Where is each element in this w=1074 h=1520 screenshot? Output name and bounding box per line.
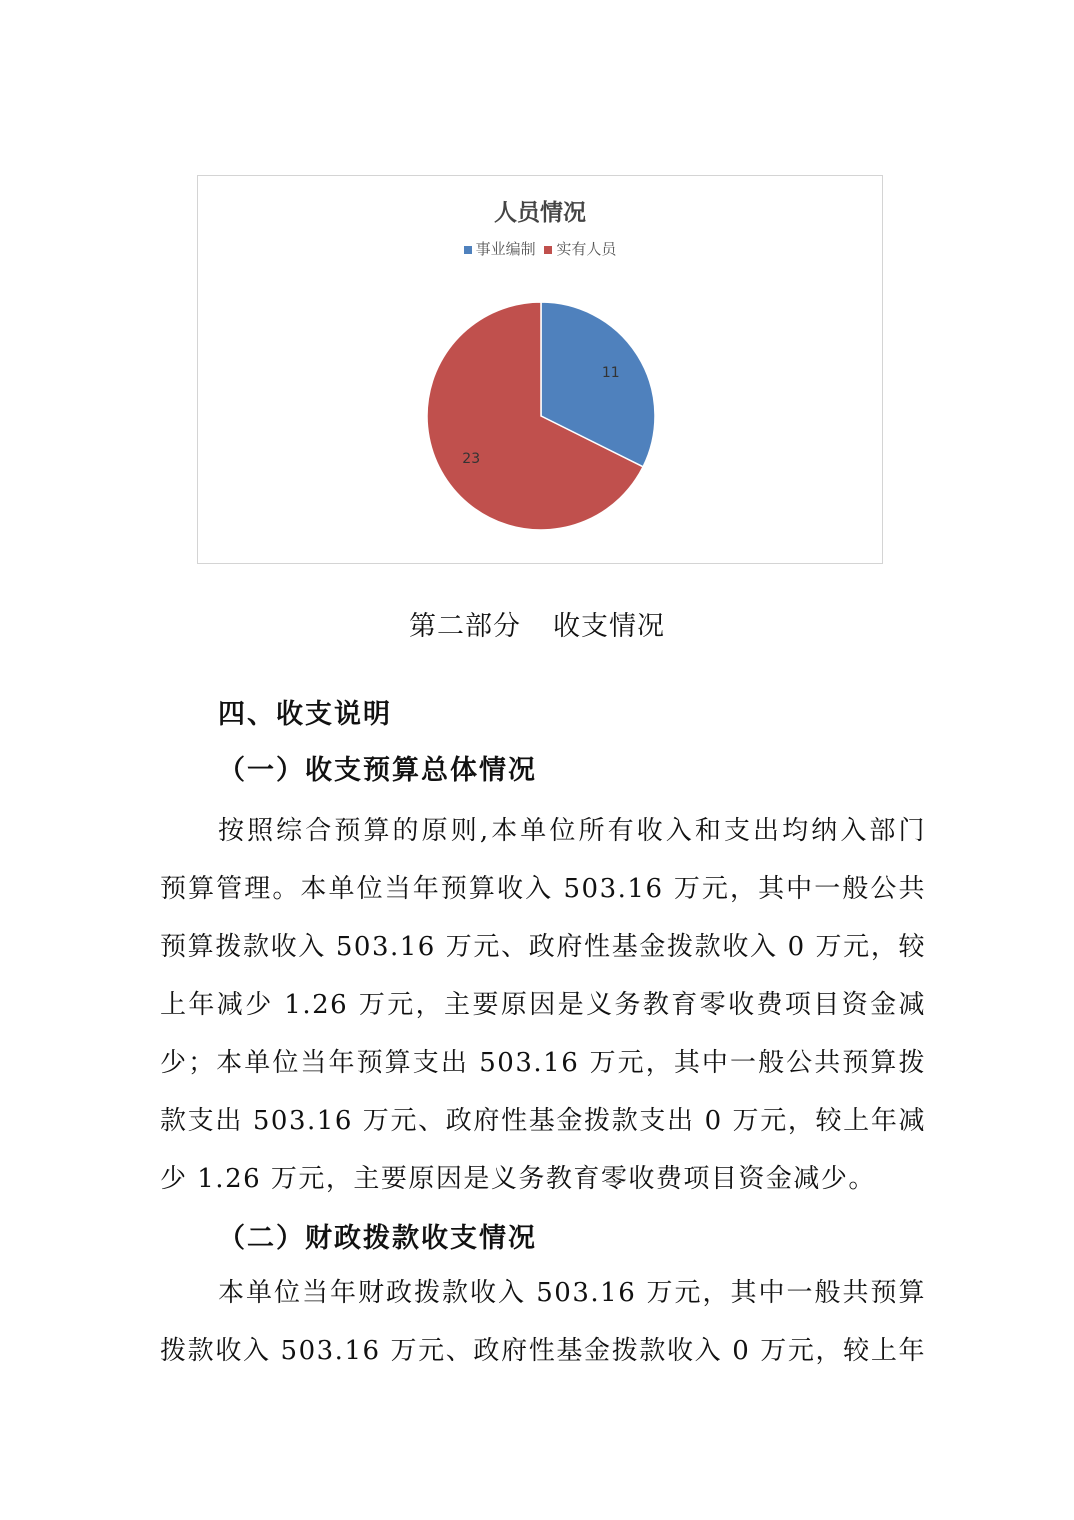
paragraph-line: 拨款收入 503.16 万元、政府性基金拨款收入 0 万元，较上年 — [160, 1336, 926, 1366]
section-4-heading: 四、收支说明 — [218, 699, 392, 730]
legend-label-0: 事业编制 — [475, 240, 536, 258]
paragraph-line: 预算拨款收入 503.16 万元、政府性基金拨款收入 0 万元，较 — [160, 932, 926, 962]
pie-label-1: 23 — [462, 451, 481, 468]
subsection-2-paragraph — [160, 1264, 926, 1380]
pie-plot-area — [198, 176, 882, 563]
subsection-1-paragraph — [160, 802, 926, 1208]
pie-chart — [197, 175, 883, 564]
chart-title: 人员情况 — [494, 200, 586, 226]
paragraph-line: 少；本单位当年预算支出 503.16 万元，其中一般公共预算拨 — [160, 1048, 926, 1078]
paragraph-line: 款支出 503.16 万元、政府性基金拨款支出 0 万元，较上年减 — [160, 1106, 926, 1136]
paragraph-line: 本单位当年财政拨款收入 503.16 万元，其中一般共预算 — [218, 1278, 926, 1308]
legend-label-1: 实有人员 — [556, 240, 617, 258]
part-title: 收支情况 — [553, 611, 665, 642]
subsection-1-heading: （一）收支预算总体情况 — [218, 755, 537, 786]
part-heading — [0, 604, 1074, 643]
paragraph-line: 预算管理。本单位当年预算收入 503.16 万元，其中一般公共 — [160, 874, 926, 904]
paragraph-line: 按照综合预算的原则,本单位所有收入和支出均纳入部门 — [218, 816, 926, 846]
paragraph-line: 少 1.26 万元，主要原因是义务教育零收费项目资金减少。 — [160, 1164, 876, 1194]
paragraph-line: 上年减少 1.26 万元，主要原因是义务教育零收费项目资金减 — [160, 990, 926, 1020]
subsection-2-heading: （二）财政拨款收支情况 — [218, 1223, 537, 1254]
part-number: 第二部分 — [409, 611, 521, 642]
pie-label-0: 11 — [601, 364, 620, 381]
